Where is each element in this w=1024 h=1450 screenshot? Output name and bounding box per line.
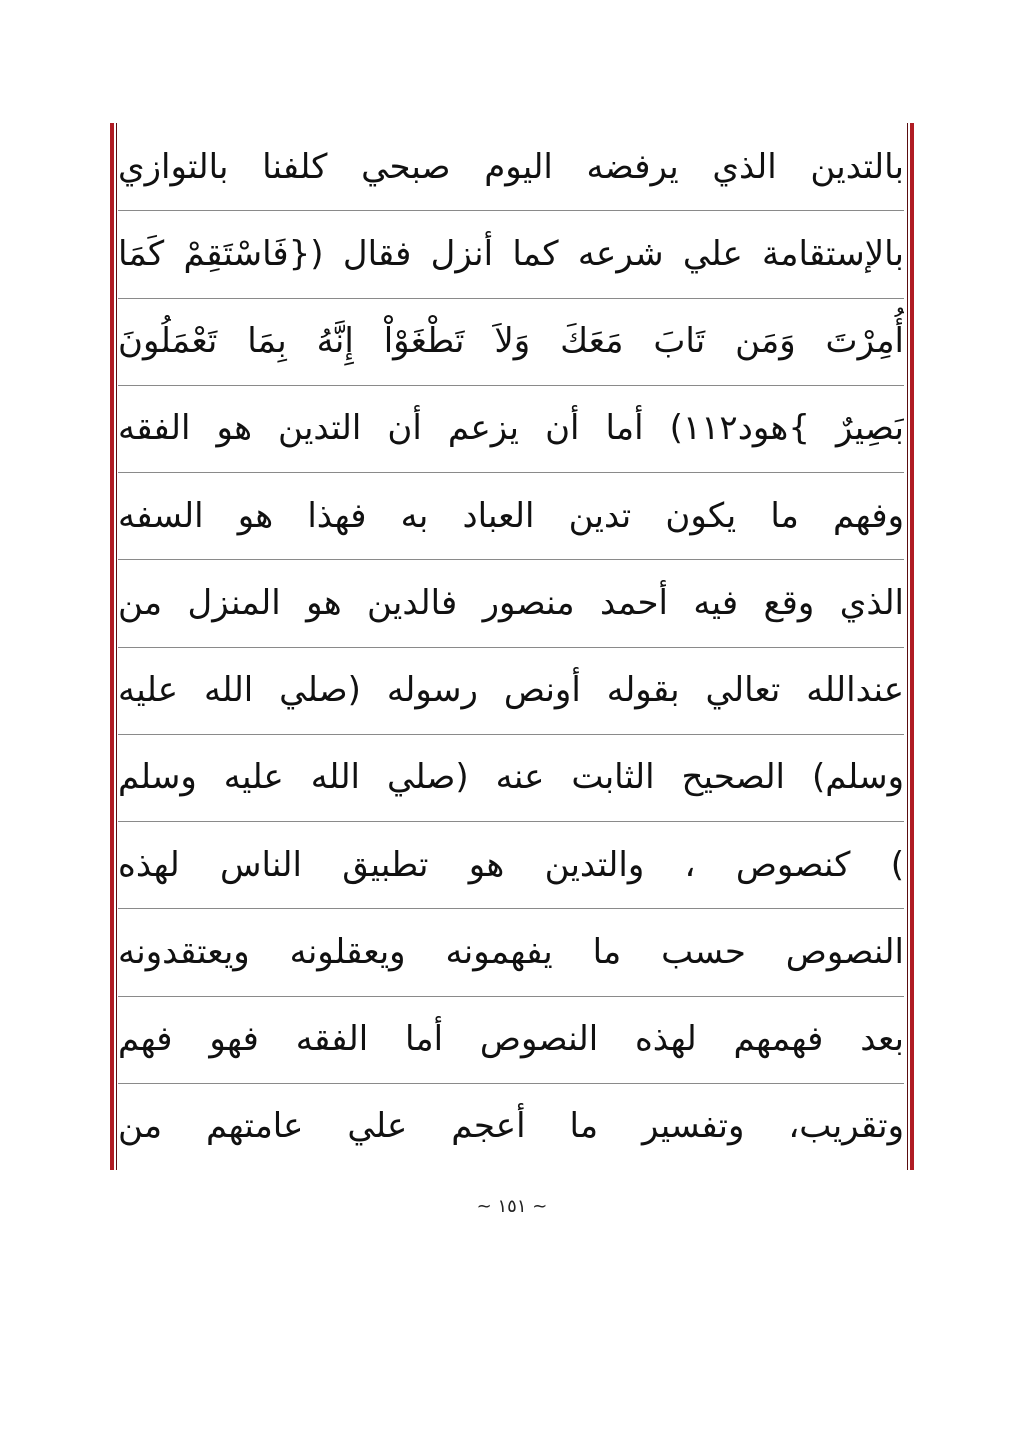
text-line-4: بَصِيرٌ }هود١١٢) أما أن يزعم أن التدين هو الفقه [118,408,904,449]
text-line-1: بالتدين الذي يرفضه اليوم صبحي كلفنا بالتوازي [118,146,904,187]
text-line-5: وفهم ما يكون تدين العباد به فهذا هو السفه [118,495,904,536]
text-line-7: عندالله تعالي بقوله أونص رسوله (صلي الله عليه [118,670,904,711]
text-line-8: وسلم) الصحيح الثابت عنه (صلي الله عليه وسلم [118,757,904,798]
text-line-9: ) كنصوص ، والتدين هو تطبيق الناس لهذه [118,844,904,885]
text-line-12: وتقريب، وتفسير ما أعجم علي عامتهم من [118,1106,904,1147]
page-number: ~ ١٥١ ~ [476,1196,548,1217]
text-line-10: النصوص حسب ما يفهمونه ويعقلونه ويعتقدونه [118,931,904,972]
text-line-2: بالإستقامة علي شرعه كما أنزل فقال ({فَاسْتَقِمْ كَمَا [118,233,904,274]
text-line-6: الذي وقع فيه أحمد منصور فالدين هو المنزل من [118,582,904,623]
text-line-3: أُمِرْتَ وَمَن تَابَ مَعَكَ وَلاَ تَطْغَوْاْ إِنَّهُ بِمَا تَعْمَلُونَ [118,321,904,362]
text-line-11: بعد فهمهم لهذه النصوص أما الفقه فهو فهم [118,1019,904,1060]
